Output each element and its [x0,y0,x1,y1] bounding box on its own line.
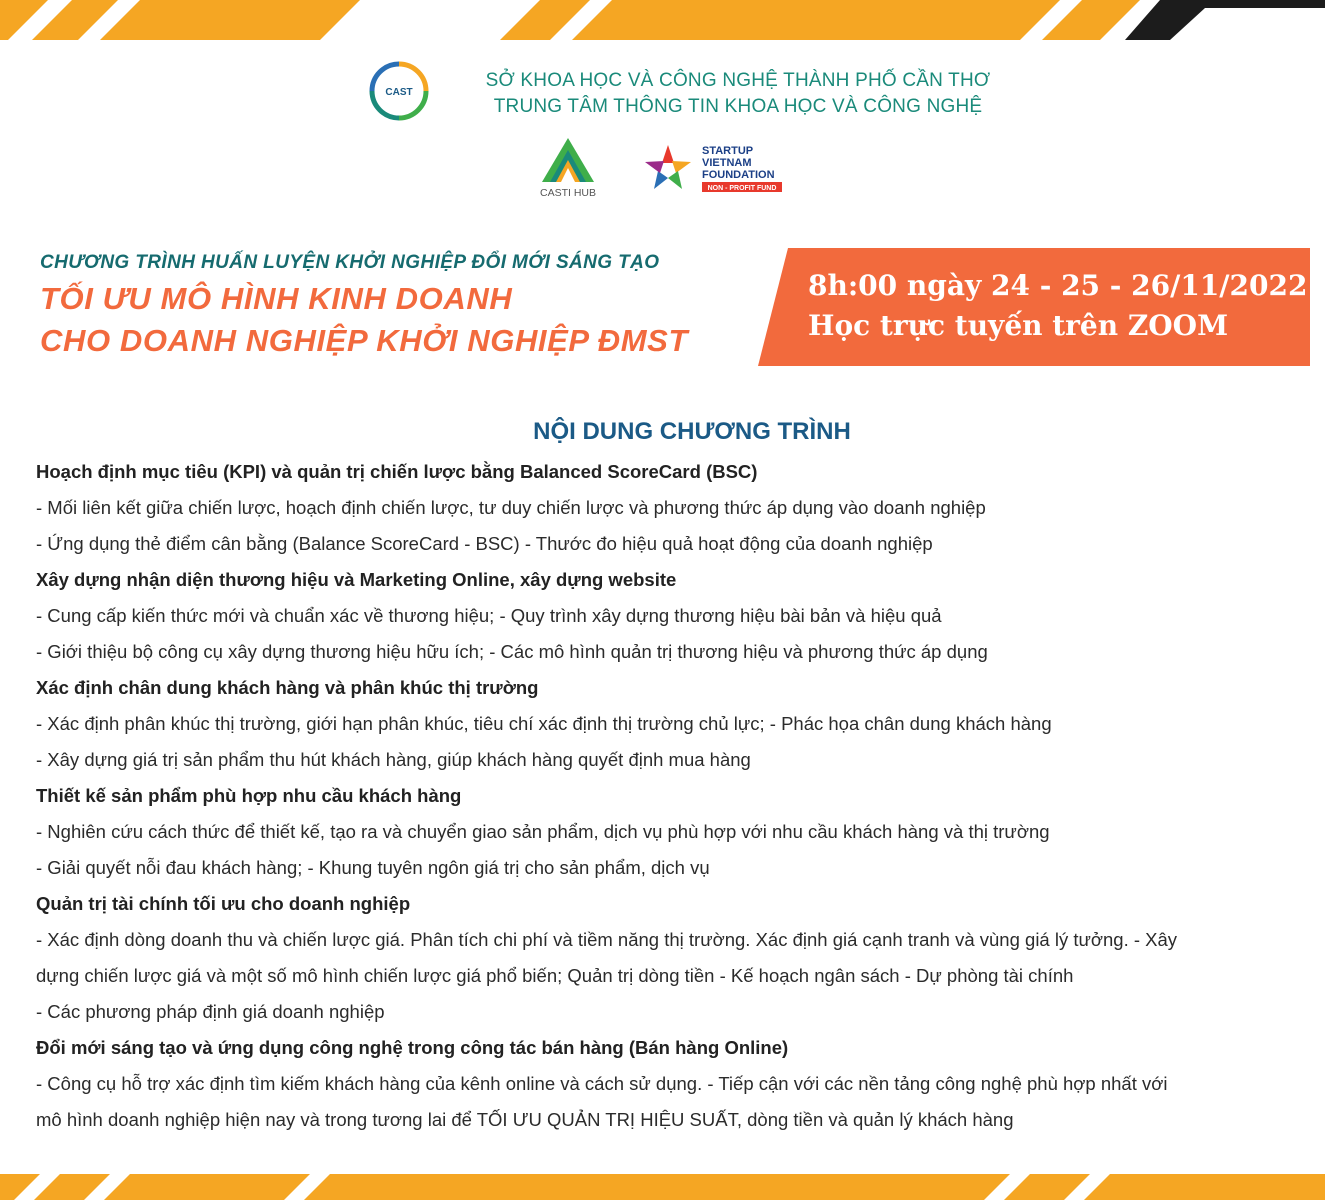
svf-line-1: STARTUP [702,145,754,157]
program-title-block [40,252,760,362]
content-item: - Xây dựng giá trị sản phẩm thu hút khách hàng, giúp khách hàng quyết định mua hàng [36,749,751,770]
program-content [36,418,1296,1138]
startup-vietnam-foundation-logo-icon [640,140,790,198]
partner-logos [530,136,800,200]
content-lines [36,454,1296,1138]
org-name-line-1: SỞ KHOA HỌC VÀ CÔNG NGHỆ THÀNH PHỐ CẦN THƠ [485,70,991,91]
svf-line-3: FOUNDATION [702,169,775,181]
content-item: - Giới thiệu bộ công cụ xây dựng thương hiệu hữu ích; - Các mô hình quản trị thương hiệu và phương thức áp dụng [36,641,988,662]
content-item: - Ứng dụng thẻ điểm cân bằng (Balance ScoreCard - BSC) - Thước đo hiệu quả hoạt động của doanh nghiệp [36,533,933,554]
svf-tag: NON - PROFIT FUND [707,185,777,192]
content-heading: Xây dựng nhận diện thương hiệu và Marketing Online, xây dựng website [36,569,677,590]
schedule-box [758,248,1310,366]
content-section-title: NỘI DUNG CHƯƠNG TRÌNH [533,418,851,445]
program-subtitle: CHƯƠNG TRÌNH HUẤN LUYỆN KHỞI NGHIỆP ĐỔI MỚI SÁNG TẠO [40,252,660,273]
program-title-line-1: TỐI ƯU MÔ HÌNH KINH DOANH [40,281,513,316]
content-item: - Nghiên cứu cách thức để thiết kế, tạo ra và chuyển giao sản phẩm, dịch vụ phù hợp với nhu cầu khách hàng và thị trường [36,821,1050,842]
content-item: - Các phương pháp định giá doanh nghiệp [36,1001,385,1022]
schedule-date: 8h:00 ngày 24 - 25 - 26/11/2022 [808,269,1308,302]
cast-logo-icon [368,60,430,122]
program-title-line-2: CHO DOANH NGHIỆP KHỞI NGHIỆP ĐMST [40,323,688,358]
schedule-mode: Học trực tuyến trên ZOOM [808,309,1229,342]
content-item: mô hình doanh nghiệp hiện nay và trong tương lai để TỐI ƯU QUẢN TRỊ HIỆU SUẤT, dòng tiền và quản lý khách hàng [36,1109,1014,1130]
cast-logo-text: CAST [385,87,413,98]
content-heading: Quản trị tài chính tối ưu cho doanh nghiệp [36,893,411,914]
org-name-line-2: TRUNG TÂM THÔNG TIN KHOA HỌC VÀ CÔNG NGHỆ [493,96,983,117]
casti-hub-logo-icon [530,136,606,200]
organization-header [368,60,1008,130]
content-heading: Thiết kế sản phẩm phù hợp nhu cầu khách hàng [36,785,462,806]
content-heading: Xác định chân dung khách hàng và phân khúc thị trường [36,677,539,698]
content-heading: Hoạch định mục tiêu (KPI) và quản trị chiến lược bằng Balanced ScoreCard (BSC) [36,461,758,482]
content-item: - Công cụ hỗ trợ xác định tìm kiếm khách hàng của kênh online và cách sử dụng. - Tiếp cận với các nền tảng công nghệ phù hợp nhất với [36,1073,1168,1094]
content-item: - Xác định phân khúc thị trường, giới hạn phân khúc, tiêu chí xác định thị trường chủ lực; - Phác họa chân dung khách hàng [36,713,1052,734]
content-item: - Xác định dòng doanh thu và chiến lược giá. Phân tích chi phí và tiềm năng thị trường. Xác định giá cạnh tranh và vùng giá lý tưởng. - Xây [36,929,1178,950]
content-item: - Giải quyết nỗi đau khách hàng; - Khung tuyên ngôn giá trị cho sản phẩm, dịch vụ [36,857,710,878]
top-stripe-decoration [0,0,1325,40]
content-heading: Đổi mới sáng tạo và ứng dụng công nghệ trong công tác bán hàng (Bán hàng Online) [36,1037,789,1058]
content-item: - Cung cấp kiến thức mới và chuẩn xác về thương hiệu; - Quy trình xây dựng thương hiệu bài bản và hiệu quả [36,605,942,626]
content-item: dựng chiến lược giá và một số mô hình chiến lược giá phổ biến; Quản trị dòng tiền - Kế hoạch ngân sách - Dự phòng tài chính [36,965,1074,986]
content-item: - Mối liên kết giữa chiến lược, hoạch định chiến lược, tư duy chiến lược và phương thức áp dụng vào doanh nghiệp [36,497,986,518]
bottom-stripe-decoration [0,1174,1325,1200]
casti-hub-label: CASTI HUB [539,187,597,199]
svf-line-2: VIETNAM [702,157,752,169]
